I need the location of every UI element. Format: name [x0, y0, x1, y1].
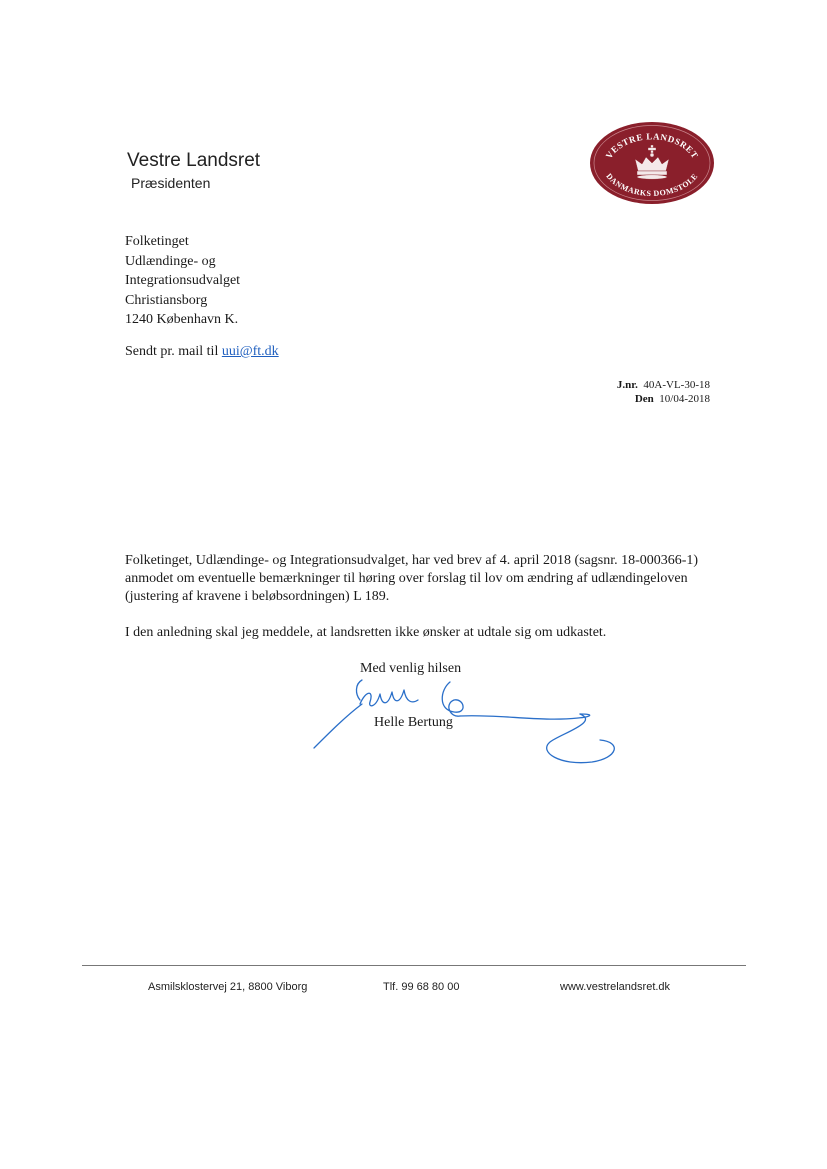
- recipient-line: 1240 København K.: [125, 312, 239, 327]
- closing-greeting: Med venlig hilsen: [360, 661, 462, 676]
- signer-name: Helle Bertung: [374, 715, 453, 730]
- court-seal: [589, 121, 715, 205]
- journal-number-row: [617, 378, 710, 392]
- org-subtitle: Præsidenten: [131, 175, 211, 191]
- footer-address: Asmilsklostervej 21, 8800 Viborg: [148, 981, 308, 993]
- footer-website: www.vestrelandsret.dk: [560, 981, 671, 993]
- seal-top-text: VESTRE LANDSRET: [603, 131, 701, 161]
- recipient-line: Folketinget: [125, 234, 189, 249]
- footer-phone: Tlf. 99 68 80 00: [383, 981, 460, 993]
- date-value: 10/04-2018: [659, 393, 710, 405]
- body-paragraph-1: Folketinget, Udlændinge- og Integrationsudvalget, har ved brev af 4. april 2018 (sagsnr. 18-000366-1) anmodet om eventuelle bemærkninger til høring over forslag til lov om ændring af udlændingeloven (justering af kravene i beløbsordningen) L 189.: [125, 553, 699, 604]
- sent-prefix: Sendt pr. mail til: [125, 344, 222, 359]
- recipient-line: Udlændinge- og: [125, 253, 216, 269]
- journal-number-label: J.nr.: [616, 379, 638, 391]
- recipient-line: Christiansborg: [125, 292, 208, 308]
- recipient-line: Integrationsudvalget: [125, 273, 241, 288]
- body-paragraph-2: I den anledning skal jeg meddele, at landsretten ikke ønsker at udtale sig om udkastet.: [125, 625, 607, 640]
- recipient-address: [125, 232, 240, 330]
- org-name: Vestre Landsret: [127, 150, 261, 171]
- date-label: Den: [634, 393, 654, 405]
- date-row: [617, 392, 710, 406]
- email-link[interactable]: uui@ft.dk: [221, 344, 279, 359]
- footer-divider: [82, 965, 746, 966]
- seal-bottom-text: DANMARKS DOMSTOLE: [604, 171, 700, 199]
- journal-number-value: 40A-VL-30-18: [643, 379, 710, 391]
- handwritten-signature: [300, 670, 640, 780]
- sent-by-mail-line: [125, 344, 279, 360]
- reference-block: [617, 378, 710, 406]
